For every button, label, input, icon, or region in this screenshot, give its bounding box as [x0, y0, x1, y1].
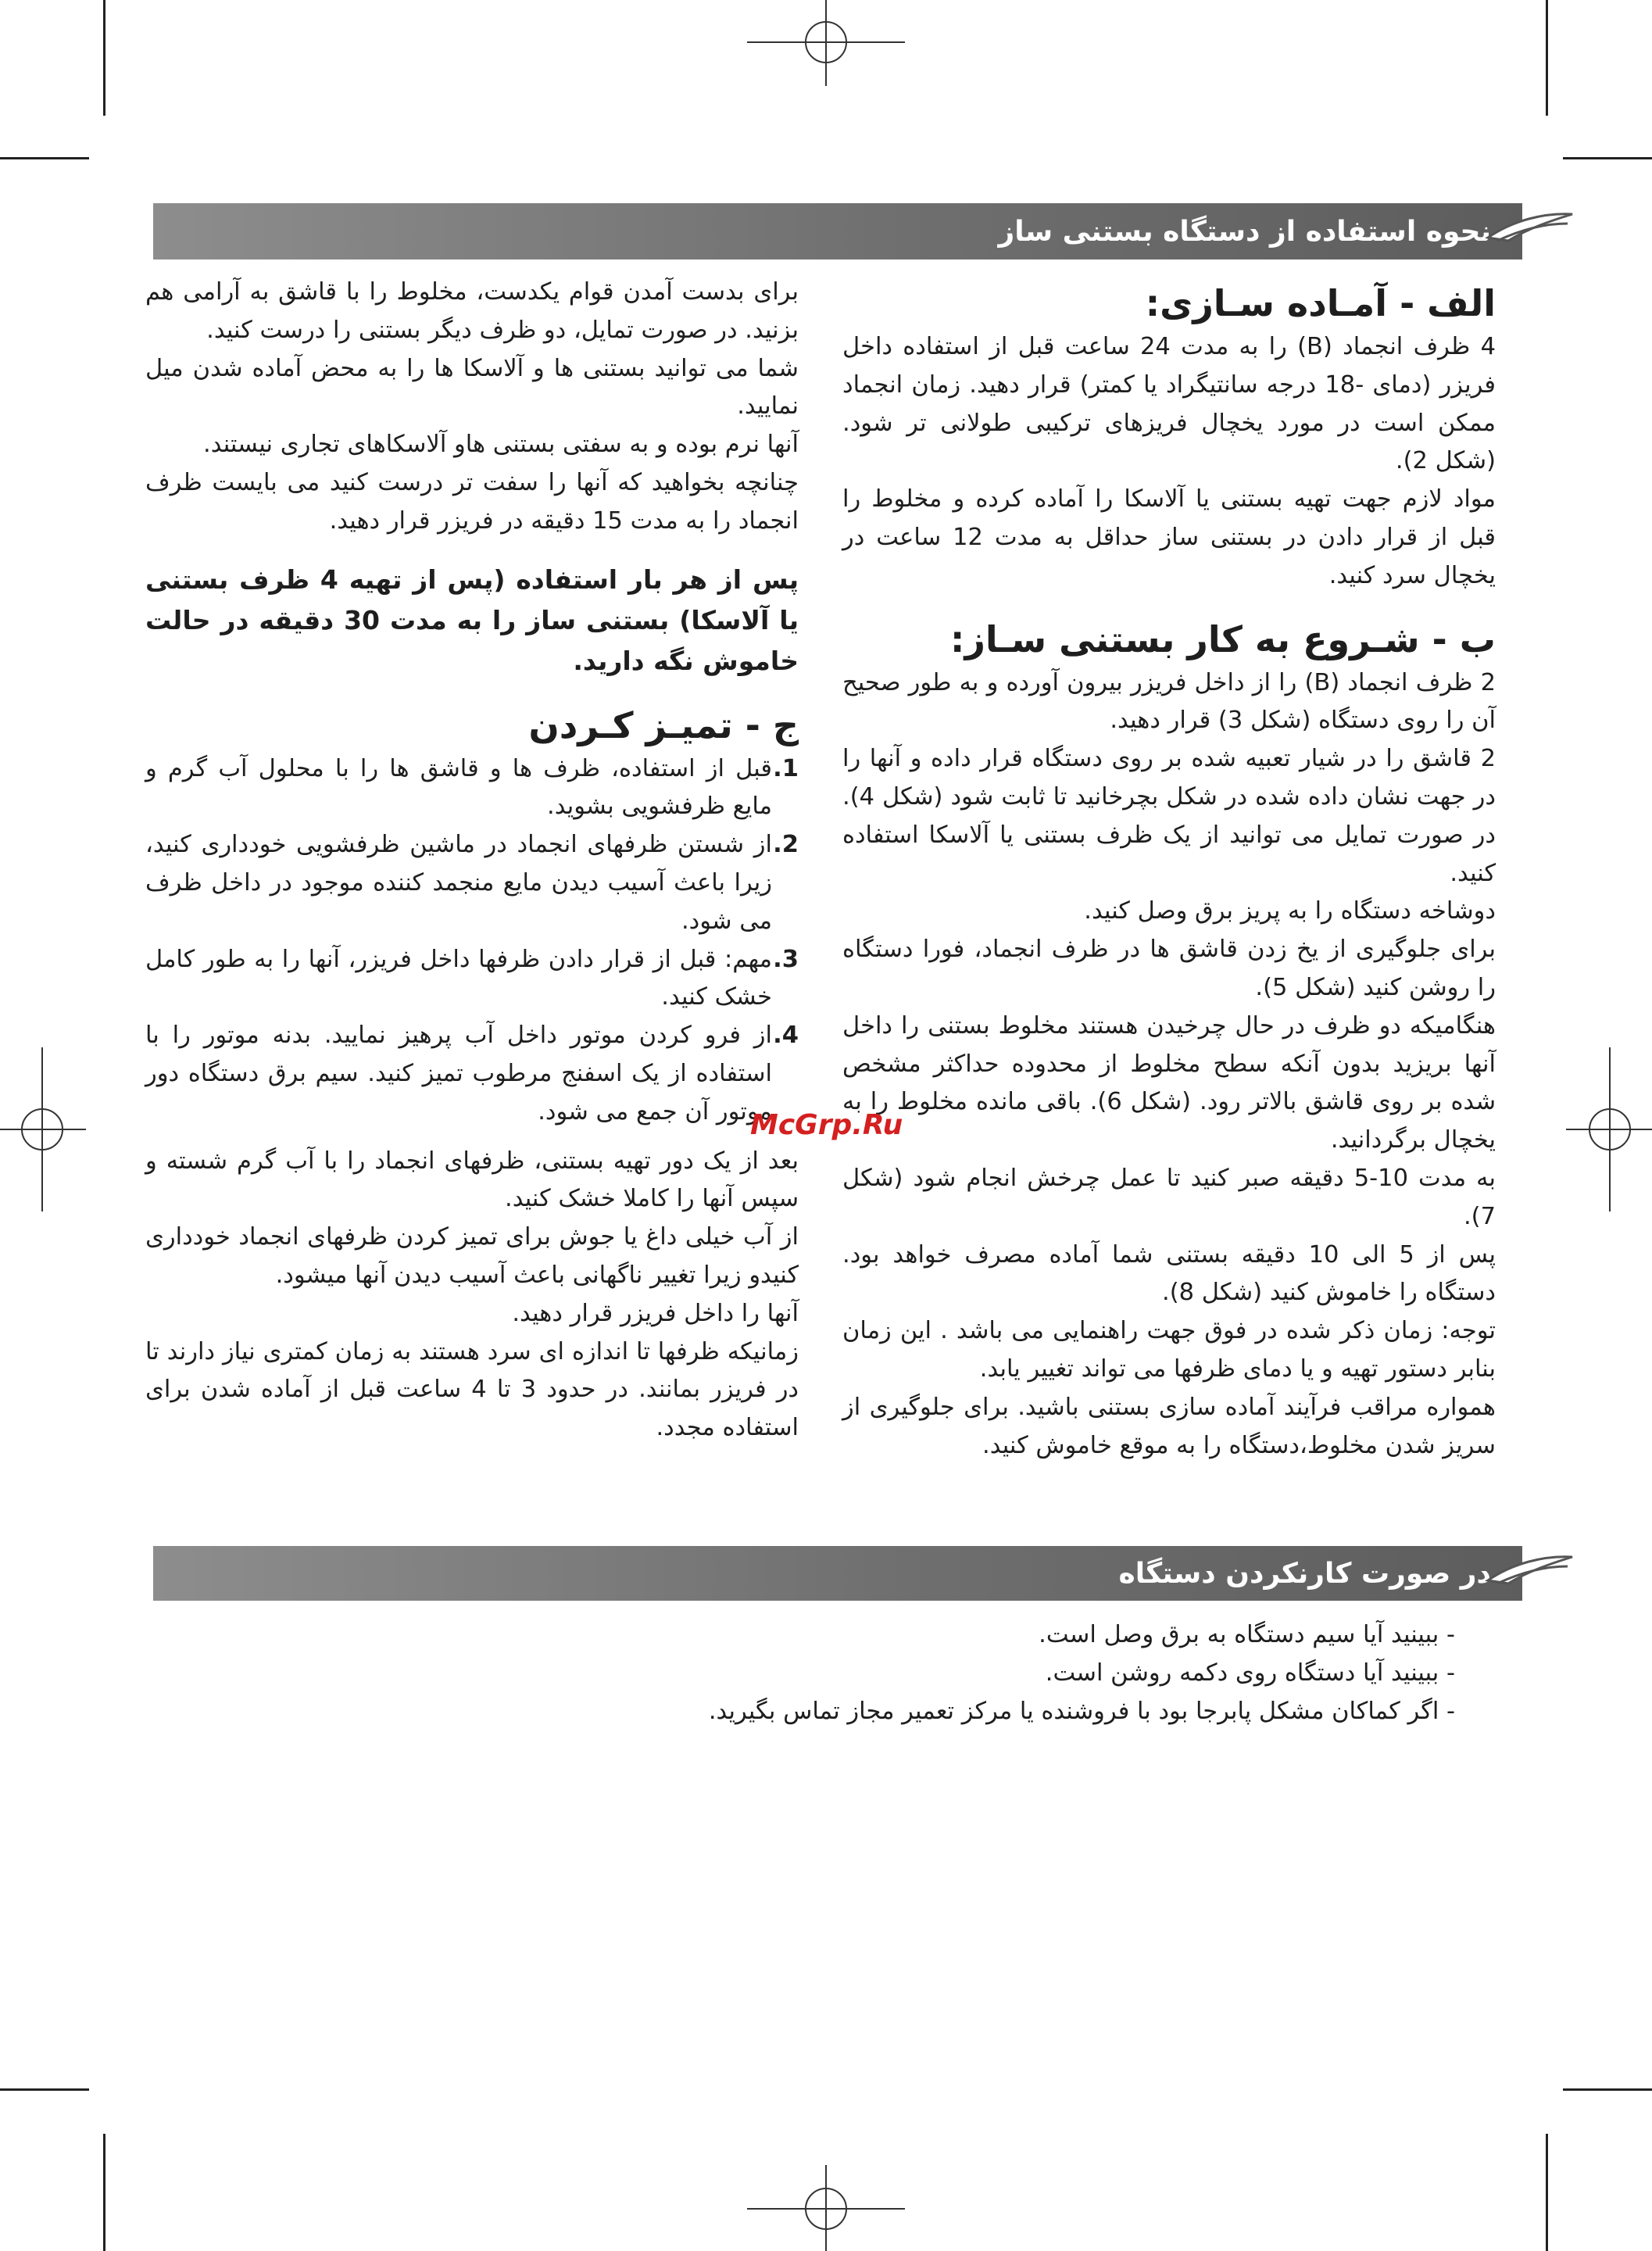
clean-list: [145, 750, 799, 1132]
crop-mark: [0, 2088, 89, 2091]
paragraph: چنانچه بخواهید که آنها را سفت تر درست کنید می بایست ظرف انجماد را به مدت 15 دقیقه در فریزر قرار دهید.: [145, 468, 799, 535]
crop-mark: [103, 2134, 105, 2251]
paragraph: پس از 5 الی 10 دقیقه بستنی شما آماده مصرف خواهد بود. دستگاه را خاموش کنید (شکل 8).: [842, 1240, 1496, 1307]
paragraph: مواد لازم جهت تهیه بستنی یا آلاسکا را آماده کرده و مخلوط را قبل از قرار دادن در بستنی ساز حداقل به مدت 12 ساعت در یخچال سرد کنید.: [842, 485, 1496, 589]
section-header-usage: [153, 203, 1522, 259]
list-item: 3. مهم: قبل از قرار دادن ظرفها داخل فریزر، آنها را به طور کامل خشک کنید.: [145, 945, 799, 1011]
left-column: [145, 274, 799, 1448]
list-item: - اگر کماکان مشکل پابرجا بود با فروشنده یا مرکز تعمیر مجاز تماس بگیرید.: [708, 1697, 1455, 1725]
paragraph: هنگامیکه دو ظرف در حال چرخیدن هستند مخلوط بستنی را داخل آنها بریزید بدون آنکه سطح مخلوط از محدوده حداکثر مشخص شده بر روی قاشق بالاتر رود. (شکل 6). باقی مانده مخلوط را به یخچال برگردانید.: [842, 1011, 1496, 1154]
section-title: در صورت کارنکردن دستگاه: [1118, 1557, 1491, 1590]
paragraph: 4 ظرف انجماد (B) را به مدت 24 ساعت قبل از استفاده داخل فریزر (دمای -18 درجه سانتیگراد یا کمتر) قرار دهید. زمان انجماد ممکن است در مورد یخچال فریزهای ترکیبی طولانی تر شود. (شکل 2).: [842, 333, 1496, 475]
prep-heading: الف - آمـاده سـازی:: [1145, 282, 1496, 324]
crop-mark: [1546, 2134, 1548, 2251]
paragraph: آنها را داخل فریزر قرار دهید.: [512, 1299, 799, 1327]
paragraph: 2 ظرف انجماد (B) را از داخل فریزر بیرون آورده و به طور صحیح آن را روی دستگاه (شکل 3) قرار دهید.: [842, 668, 1496, 735]
crop-mark: [1563, 2088, 1652, 2091]
list-item: 4. از فرو کردن موتور داخل آب پرهیز نمایید. بدنه موتور را با استفاده از یک اسفنج مرطوب تمیز کنید. سیم برق دستگاه دور موتور آن جمع می شود.: [145, 1022, 799, 1126]
section-header-trouble: [153, 1546, 1522, 1601]
swoosh-icon: [1482, 197, 1575, 259]
clean-heading: ج - تمیـز کـردن: [528, 703, 799, 746]
paragraph: برای بدست آمدن قوام یکدست، مخلوط را با قاشق به آرامی هم بزنید. در صورت تمایل، دو ظرف دیگر بستنی را درست کنید.: [145, 278, 799, 344]
swoosh-icon: [1482, 1540, 1575, 1602]
paragraph: توجه: زمان ذکر شده در فوق جهت راهنمایی می باشد . این زمان بنابر دستور تهیه و یا دمای ظرفها می تواند تغییر یابد.: [842, 1317, 1496, 1383]
registration-mark: [747, 2165, 905, 2251]
paragraph: شما می توانید بستنی ها و آلاسکا ها را به محض آماده شدن میل نمایید.: [145, 354, 799, 420]
crop-mark: [1546, 0, 1548, 116]
paragraph: 2 قاشق را در شیار تعبیه شده بر روی دستگاه قرار داده و آنها را در جهت نشان داده شده در شکل بچرخانید تا ثابت شود (شکل 4). در صورت تمایل می توانید از یک ظرف بستنی یا آلاسکا استفاده کنید.: [842, 745, 1496, 887]
registration-mark: [747, 0, 905, 86]
crop-mark: [1563, 157, 1652, 159]
list-item: 1. قبل از استفاده، ظرف ها و قاشق ها را با محلول آب گرم و مایع ظرفشویی بشوید.: [145, 754, 799, 821]
paragraph: بعد از یک دور تهیه بستنی، ظرفهای انجماد را با آب گرم شسته و سپس آنها را کاملا خشک کنید.: [145, 1147, 799, 1213]
trouble-list: [205, 1616, 1455, 1730]
registration-mark: [0, 1047, 86, 1211]
start-heading: ب - شـروع به کار بستنی سـاز:: [950, 617, 1496, 660]
paragraph: برای جلوگیری از یخ زدن قاشق ها در ظرف انجماد، فورا دستگاه را روشن کنید (شکل 5).: [842, 936, 1496, 1001]
paragraph: آنها نرم بوده و به سفتی بستنی هاو آلاسکاهای تجاری نیستند.: [203, 431, 799, 459]
right-column: [842, 278, 1496, 1465]
section-title: نحوه استفاده از دستگاه بستنی ساز: [998, 215, 1491, 248]
registration-mark: [1566, 1047, 1652, 1211]
paragraph: به مدت 10-5 دقیقه صبر کنید تا عمل چرخش انجام شود (شکل 7).: [842, 1164, 1496, 1230]
watermark: McGrp.Ru: [750, 1109, 903, 1141]
paragraph: زمانیکه ظرفها تا اندازه ای سرد هستند به زمان کمتری نیاز دارند تا در فریزر بمانند. در حدود 3 تا 4 ساعت قبل از آماده شدن برای استفاده مجدد.: [145, 1337, 799, 1442]
paragraph: دوشاخه دستگاه را به پریز برق وصل کنید.: [1084, 897, 1496, 925]
paragraph: همواره مراقب فرآیند آماده سازی بستنی باشید. برای جلوگیری از سریز شدن مخلوط،دستگاه را به موقع خاموش کنید.: [842, 1393, 1496, 1459]
crop-mark: [0, 157, 89, 159]
paragraph: از آب خیلی داغ یا جوش برای تمیز کردن ظرفهای انجماد خودداری کنیدو زیرا تغییر ناگهانی باعث آسیب دیدن آنها میشود.: [145, 1223, 799, 1289]
list-item: 2. از شستن ظرفهای انجماد در ماشین ظرفشویی خودداری کنید، زیرا باعث آسیب دیدن مایع منجمد کننده موجود در داخل ظرف می شود.: [145, 831, 799, 935]
crop-mark: [103, 0, 105, 116]
list-item: - ببینید آیا دستگاه روی دکمه روشن است.: [1045, 1659, 1455, 1687]
list-item: - ببینید آیا سیم دستگاه به برق وصل است.: [1039, 1621, 1455, 1648]
bold-note: پس از هر بار استفاده (پس از تهیه 4 ظرف بستنی یا آلاسکا) بستنی ساز را به مدت 30 دقیقه در حالت خاموش نگه دارید.: [145, 564, 799, 676]
